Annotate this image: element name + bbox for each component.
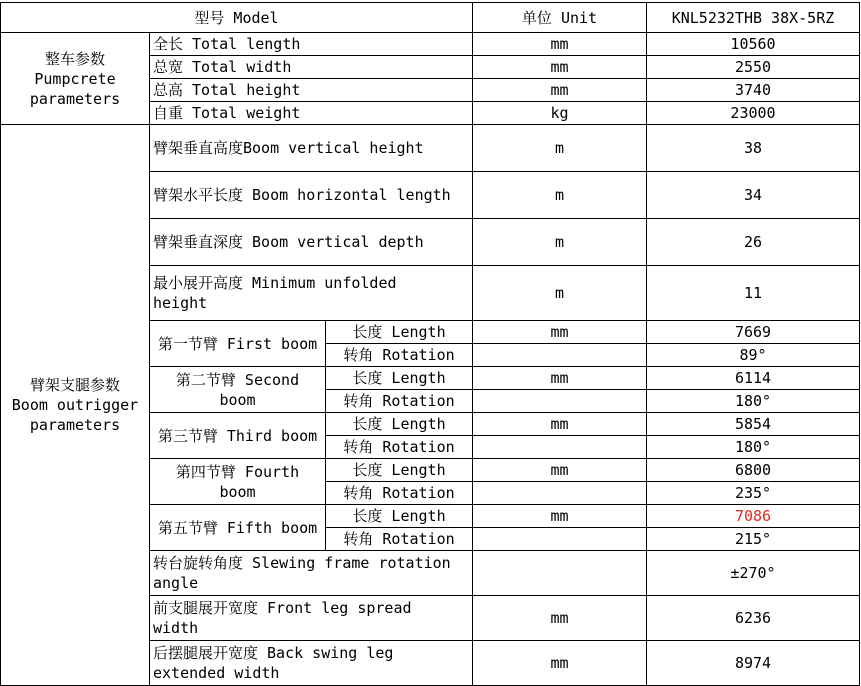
unit-cell xyxy=(473,436,647,459)
param-name-cell: 前支腿展开宽度 Front leg spread width xyxy=(150,596,473,641)
value-cell: 89° xyxy=(647,344,860,367)
unit-header-cell: 单位 Unit xyxy=(473,3,647,33)
unit-cell: mm xyxy=(473,33,647,56)
unit-cell: mm xyxy=(473,641,647,686)
boom-name-cell: 第二节臂 Second boom xyxy=(150,367,326,413)
value-cell: 34 xyxy=(647,172,860,219)
spec-table xyxy=(0,2,860,686)
unit-cell: m xyxy=(473,172,647,219)
param-name-cell: 总宽 Total width xyxy=(150,56,473,79)
unit-cell: m xyxy=(473,219,647,266)
boom-name-cell: 第一节臂 First boom xyxy=(150,321,326,367)
value-cell: 6236 xyxy=(647,596,860,641)
boom-sub-label-cell: 长度 Length xyxy=(326,505,473,528)
boom-name-cell: 第四节臂 Fourth boom xyxy=(150,459,326,505)
boom-sub-label-cell: 转角 Rotation xyxy=(326,436,473,459)
boom-sub-label-cell: 长度 Length xyxy=(326,459,473,482)
unit-cell xyxy=(473,482,647,505)
unit-cell: mm xyxy=(473,367,647,390)
unit-cell: mm xyxy=(473,56,647,79)
value-cell: 26 xyxy=(647,219,860,266)
boom-sub-label-cell: 长度 Length xyxy=(326,413,473,436)
unit-cell xyxy=(473,344,647,367)
param-name-cell: 总高 Total height xyxy=(150,79,473,102)
unit-cell: mm xyxy=(473,459,647,482)
boom-sub-label-cell: 转角 Rotation xyxy=(326,528,473,551)
boom-sub-label-cell: 转角 Rotation xyxy=(326,390,473,413)
param-name-cell: 臂架垂直深度 Boom vertical depth xyxy=(150,219,473,266)
group-cell-boom: 臂架支腿参数 Boom outrigger parameters xyxy=(1,125,150,686)
param-name-cell: 臂架垂直高度Boom vertical height xyxy=(150,125,473,172)
value-cell: 23000 xyxy=(647,102,860,125)
value-cell-highlighted: 7086 xyxy=(647,505,860,528)
param-name-cell: 臂架水平长度 Boom horizontal length xyxy=(150,172,473,219)
value-cell: 3740 xyxy=(647,79,860,102)
boom-sub-label-cell: 转角 Rotation xyxy=(326,344,473,367)
boom-sub-label-cell: 转角 Rotation xyxy=(326,482,473,505)
value-cell: 180° xyxy=(647,436,860,459)
unit-cell: m xyxy=(473,266,647,321)
boom-sub-label-cell: 长度 Length xyxy=(326,367,473,390)
boom-name-cell: 第三节臂 Third boom xyxy=(150,413,326,459)
unit-cell xyxy=(473,551,647,596)
unit-cell: m xyxy=(473,125,647,172)
model-header-cell: 型号 Model xyxy=(1,3,473,33)
unit-cell: mm xyxy=(473,505,647,528)
value-cell: 38 xyxy=(647,125,860,172)
value-cell: 235° xyxy=(647,482,860,505)
value-cell: 10560 xyxy=(647,33,860,56)
model-value-cell: KNL5232THB 38X-5RZ xyxy=(647,3,860,33)
value-cell: ±270° xyxy=(647,551,860,596)
group-cell-vehicle: 整车参数 Pumpcrete parameters xyxy=(1,33,150,125)
param-name-cell: 转台旋转角度 Slewing frame rotation angle xyxy=(150,551,473,596)
value-cell: 7669 xyxy=(647,321,860,344)
unit-cell: mm xyxy=(473,79,647,102)
unit-cell xyxy=(473,528,647,551)
value-cell: 6800 xyxy=(647,459,860,482)
boom-sub-label-cell: 长度 Length xyxy=(326,321,473,344)
value-cell: 11 xyxy=(647,266,860,321)
param-name-cell: 最小展开高度 Minimum unfolded height xyxy=(150,266,473,321)
value-cell: 8974 xyxy=(647,641,860,686)
value-cell: 6114 xyxy=(647,367,860,390)
value-cell: 5854 xyxy=(647,413,860,436)
param-name-cell: 全长 Total length xyxy=(150,33,473,56)
value-cell: 180° xyxy=(647,390,860,413)
unit-cell: mm xyxy=(473,321,647,344)
value-cell: 2550 xyxy=(647,56,860,79)
param-name-cell: 自重 Total weight xyxy=(150,102,473,125)
unit-cell: kg xyxy=(473,102,647,125)
param-name-cell: 后摆腿展开宽度 Back swing leg extended width xyxy=(150,641,473,686)
unit-cell: mm xyxy=(473,596,647,641)
boom-name-cell: 第五节臂 Fifth boom xyxy=(150,505,326,551)
value-cell: 215° xyxy=(647,528,860,551)
unit-cell xyxy=(473,390,647,413)
unit-cell: mm xyxy=(473,413,647,436)
